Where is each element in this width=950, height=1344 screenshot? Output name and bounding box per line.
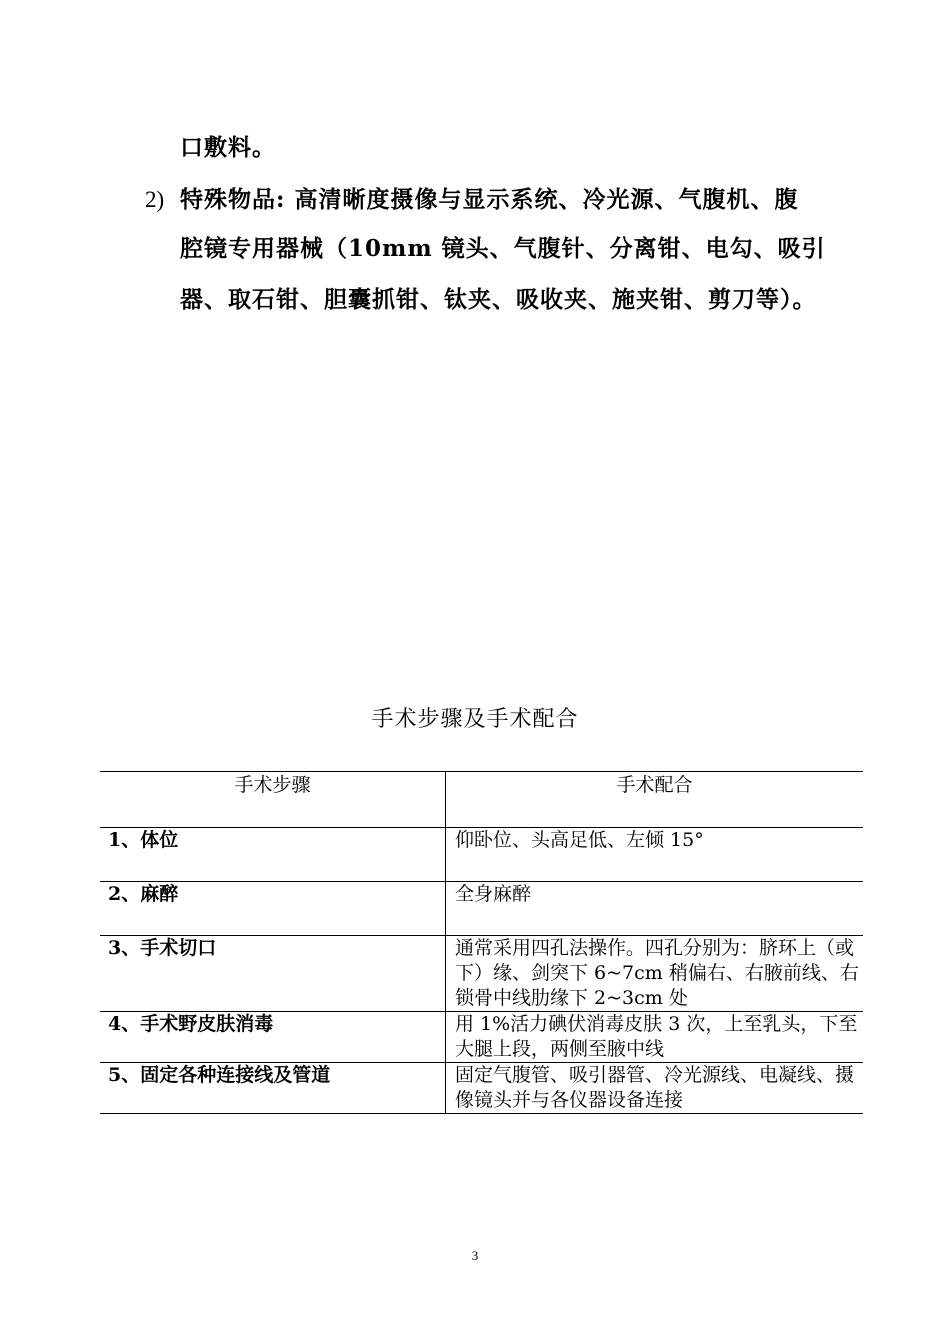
column-header: 手术配合 <box>446 772 864 828</box>
cooperation-cell: 全身麻醉 <box>446 882 864 936</box>
cooperation-cell: 通常采用四孔法操作。四孔分别为：脐环上（或下）缘、剑突下 6~7cm 稍偏右、右腋前线、右锁骨中线肋缘下 2~3cm 处 <box>446 936 864 1012</box>
table-row <box>100 882 863 936</box>
table-row <box>100 828 863 882</box>
list-item-line: 腔镜专用器械（10mm 镜头、气腹针、分离钳、电勾、吸引 <box>180 235 826 262</box>
table-row <box>100 1063 863 1114</box>
cooperation-cell: 用 1%活力碘伏消毒皮肤 3 次，上至乳头，下至大腿上段，两侧至腋中线 <box>446 1012 864 1063</box>
step-cell: 4、手术野皮肤消毒 <box>100 1012 446 1063</box>
list-item-marker: 2) <box>145 187 165 212</box>
cooperation-cell: 仰卧位、头高足低、左倾 15° <box>446 828 864 882</box>
table-row <box>100 936 863 1012</box>
cooperation-cell: 固定气腹管、吸引器管、冷光源线、电凝线、摄像镜头并与各仪器设备连接 <box>446 1063 864 1114</box>
page-number: 3 <box>471 1248 479 1263</box>
list-continuation-line: 口敷料。 <box>180 134 276 161</box>
step-cell: 2、麻醉 <box>100 882 446 936</box>
step-cell: 5、固定各种连接线及管道 <box>100 1063 446 1114</box>
column-header: 手术步骤 <box>100 772 446 828</box>
list-item-line: 特殊物品: 高清晰度摄像与显示系统、冷光源、气腹机、腹 <box>180 186 799 213</box>
step-cell: 3、手术切口 <box>100 936 446 1012</box>
section-title: 手术步骤及手术配合 <box>371 707 579 732</box>
surgery-steps-table <box>100 771 863 1114</box>
step-cell: 1、体位 <box>100 828 446 882</box>
table-header-row <box>100 772 863 828</box>
list-item-line: 器、取石钳、胆囊抓钳、钛夹、吸收夹、施夹钳、剪刀等）。 <box>180 286 817 313</box>
table-row <box>100 1012 863 1063</box>
